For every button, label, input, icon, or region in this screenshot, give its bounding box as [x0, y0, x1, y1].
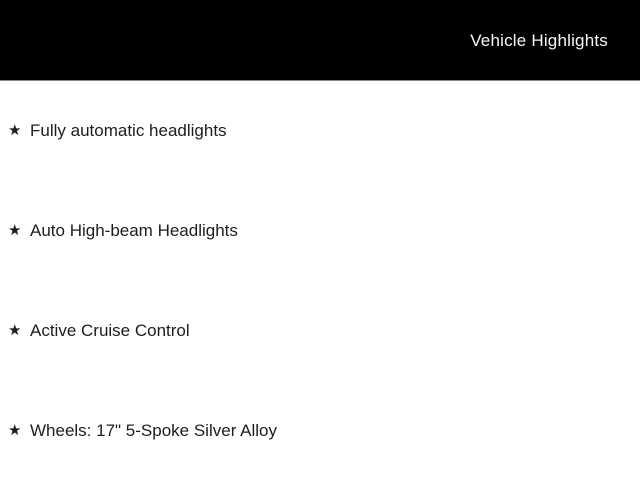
list-item	[8, 319, 190, 343]
list-item	[8, 419, 277, 443]
highlight-label: Fully automatic headlights	[30, 121, 227, 140]
highlight-label: Active Cruise Control	[30, 321, 190, 340]
list-item	[8, 219, 238, 243]
page-title: Vehicle Highlights	[470, 30, 608, 50]
list-item	[8, 119, 227, 143]
star-bullet-icon: ★	[8, 422, 22, 439]
highlight-label: Wheels: 17" 5-Spoke Silver Alloy	[30, 421, 277, 440]
highlight-label: Auto High-beam Headlights	[30, 221, 238, 240]
star-bullet-icon: ★	[8, 122, 22, 139]
star-bullet-icon: ★	[8, 322, 22, 339]
star-bullet-icon: ★	[8, 222, 22, 239]
